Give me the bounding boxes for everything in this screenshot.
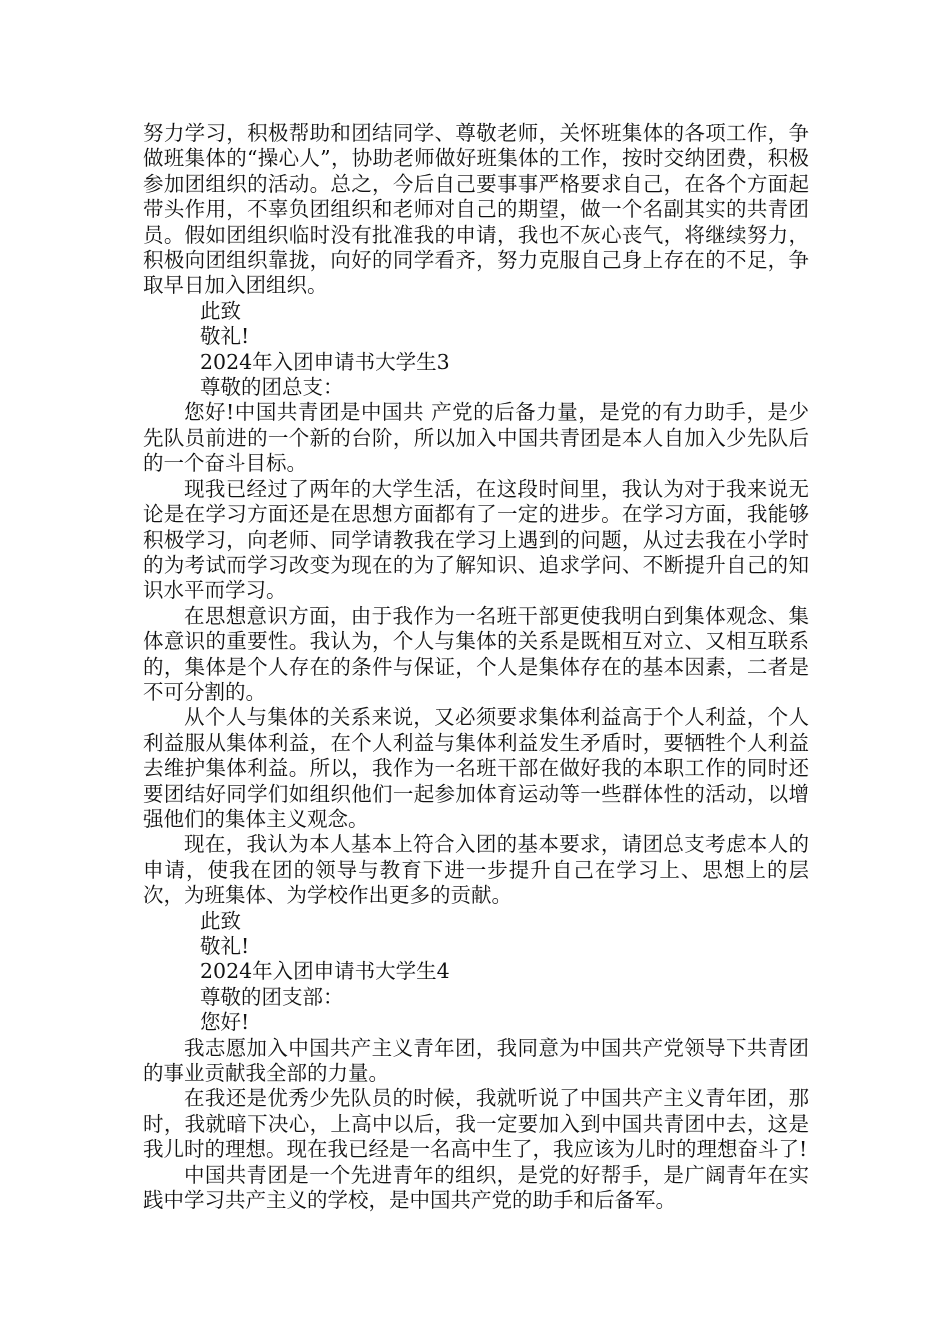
paragraph: 现我已经过了两年的大学生活，在这段时间里，我认为对于我来说无论是在学习方面还是在思想方面都有了一定的进步。在学习方面，我能够积极学习，向老师、同学请教我在学习上遇到的问题，从过去我在小学时的为考试而学习改变为现在的为了解知识、追求学问、不断提升自己的知识水平而学习。 — [143, 476, 809, 603]
paragraph: 您好!中国共青团是中国共 产党的后备力量，是党的有力助手，是少先队员前进的一个新的台阶，所以加入中国共青团是本人自加入少先队后的一个奋斗目标。 — [143, 400, 809, 476]
paragraph: 我志愿加入中国共产主义青年团，我同意为中国共产党领导下共青团的事业贡献我全部的力量。 — [143, 1035, 809, 1086]
closing-salute: 敬礼! — [200, 934, 250, 958]
section-title: 2024年入团申请书大学生4 — [200, 959, 450, 984]
closing-line: 此致 — [200, 298, 241, 323]
paragraph: 努力学习，积极帮助和团结同学、尊敬老师，关怀班集体的各项工作，争做班集体的“操心人”，协助老师做好班集体的工作，按时交纳团费，积极参加团组织的活动。总之，今后自己要事事严格要求自己，在各个方面起带头作用，不辜负团组织和老师对自己的期望，做一个名副其实的共青团员。假如团组织临时没有批准我的申请，我也不灰心丧气，将继续努力，积极向团组织靠拢，向好的同学看齐，努力克服自己身上存在的不足，争取早日加入团组织。 — [143, 121, 809, 298]
paragraph: 从个人与集体的关系来说，又必须要求集体利益高于个人利益，个人利益服从集体利益，在个人利益与集体利益发生矛盾时，要牺牲个人利益去维护集体利益。所以，我作为一名班干部在做好我的本职工作的同时还要团结好同学们如组织他们一起参加体育运动等一些群体性的活动，以增强他们的集体主义观念。 — [143, 705, 809, 831]
paragraph: 在思想意识方面，由于我作为一名班干部更使我明白到集体观念、集体意识的重要性。我认为，个人与集体的关系是既相互对立、又相互联系的，集体是个人存在的条件与保证，个人是集体存在的基本因素，二者是不可分割的。 — [143, 603, 809, 704]
paragraph: 现在，我认为本人基本上符合入团的基本要求，请团总支考虑本人的申请，使我在团的领导与教育下进一步提升自己在学习上、思想上的层次，为班集体、为学校作出更多的贡献。 — [143, 832, 809, 908]
paragraph: 在我还是优秀少先队员的时候，我就听说了中国共产主义青年团，那时，我就暗下决心，上高中以后，我一定要加入到中国共青团中去，这是我儿时的理想。现在我已经是一名高中生了，我应该为儿时的理想奋斗了! — [143, 1086, 809, 1162]
closing-line: 此致 — [200, 908, 241, 933]
salutation: 尊敬的团支部： — [200, 984, 344, 1009]
document-body — [143, 121, 809, 1213]
greeting: 您好! — [200, 1010, 250, 1035]
paragraph: 中国共青团是一个先进青年的组织，是党的好帮手，是广阔青年在实践中学习共产主义的学校，是中国共产党的助手和后备军。 — [143, 1162, 809, 1213]
closing-salute: 敬礼! — [200, 324, 250, 349]
section-title: 2024年入团申请书大学生3 — [200, 349, 450, 374]
salutation: 尊敬的团总支： — [200, 375, 344, 400]
